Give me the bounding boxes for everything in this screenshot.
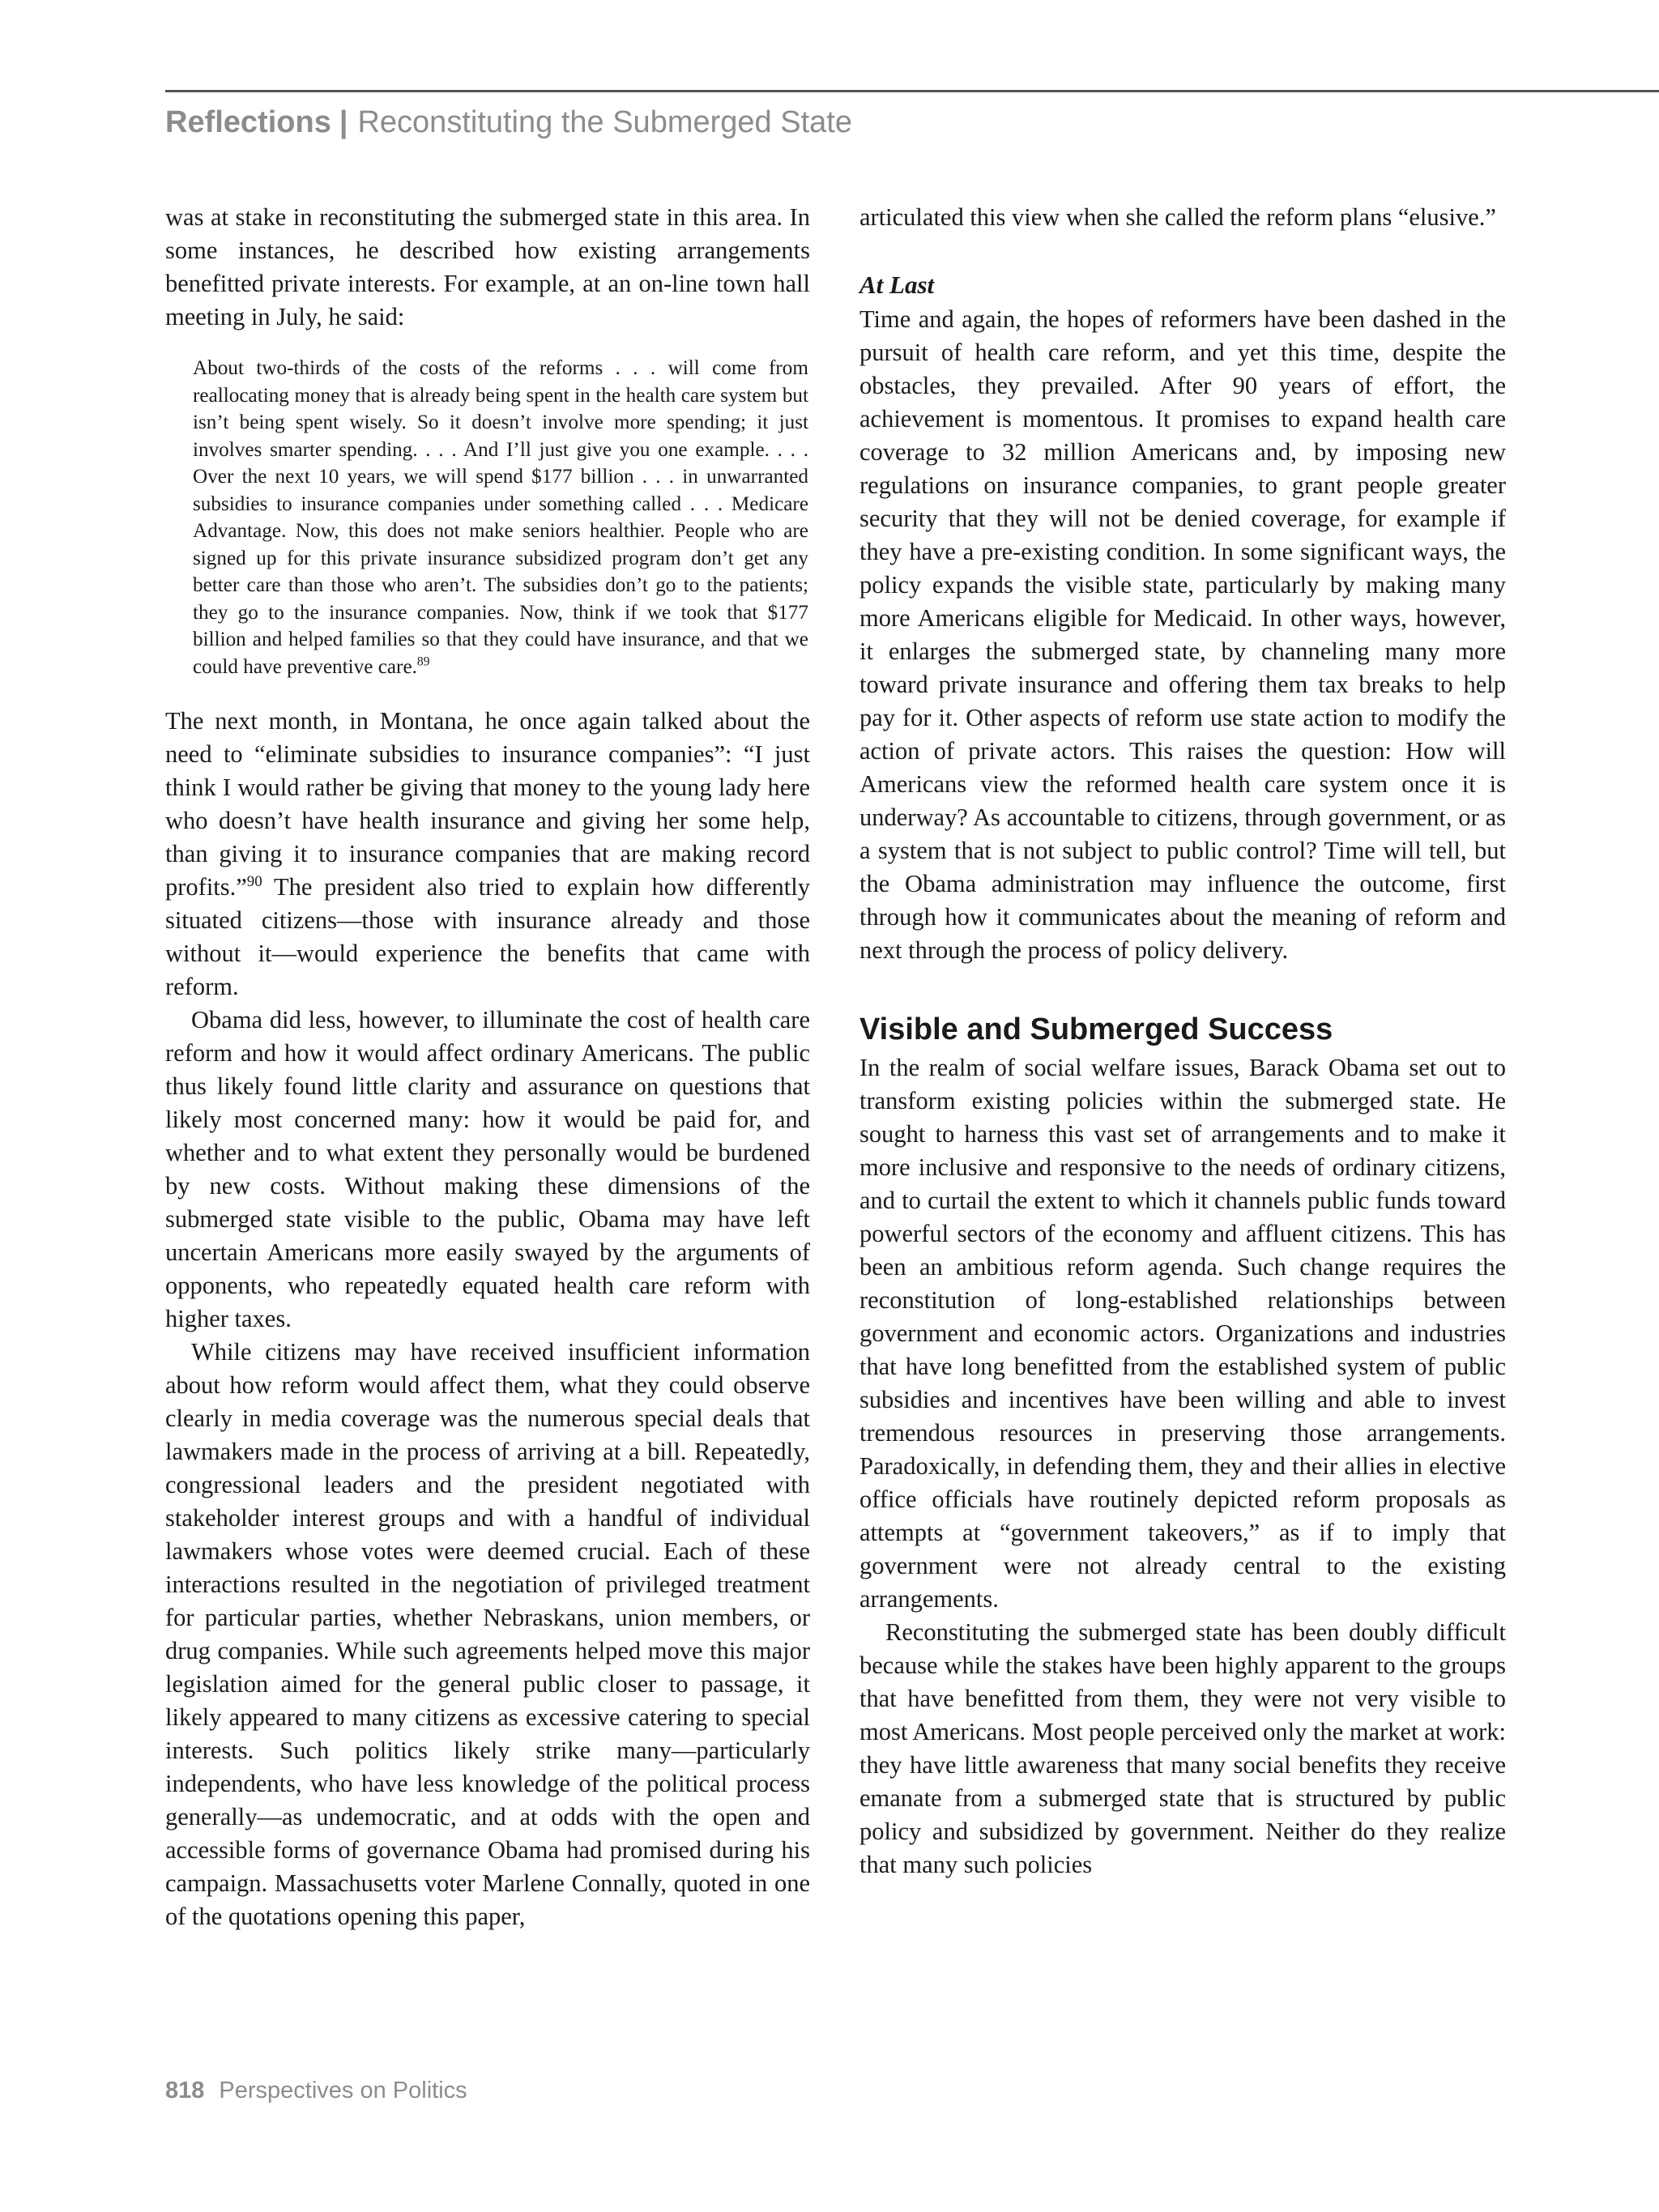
header-separator: | (339, 105, 348, 139)
body-paragraph: In the realm of social welfare issues, Barack Obama set out to transform existing policies within the submerged state. He sought to harness this vast set of arrangements and to make it more inclusive and responsive to the needs of ordinary citizens, and to curtail the extent to which it channels public funds toward powerful sectors of the economy and affluent citizens. This has been an ambitious reform agenda. Such change requires the reconstitution of long-established relationships between government and economic actors. Organizations and industries that have long benefitted from the established system of public subsidies and incentives have been willing and able to invest tremendous resources in preserving those arrangements. Paradoxically, in defending them, they and their allies in elective office officials have routinely depicted reform proposals as attempts at “government takeovers,” as if to imply that government were not already central to the existing arrangements. (859, 1054, 1506, 1613)
journal-name: Perspectives on Politics (219, 2078, 467, 2103)
header-rule (165, 90, 1659, 92)
footnote-ref-89: 89 (416, 654, 430, 669)
subsection-heading: At Last (859, 271, 935, 299)
section-heading: Visible and Submerged Success (859, 1012, 1333, 1046)
footnote-ref-90: 90 (246, 872, 262, 890)
page-footer (165, 2074, 467, 2107)
body-paragraph: Time and again, the hopes of reformers have been dashed in the pursuit of health care reform, and yet this time, despite the obstacles, they prevailed. After 90 years of effort, the achievement is momentous. It promises to expand health care coverage to 32 million Americans and, by imposing new regulations on insurance companies, to grant people greater security that they will not be denied coverage, for example if they have a pre-existing condition. In some significant ways, the policy expands the visible state, particularly by making many more Americans eligible for Medicaid. In other ways, however, it enlarges the submerged state, by channeling many more toward private insurance and offering them tax breaks to help pay for it. Other aspects of reform use state action to modify the action of private actors. This raises the question: How will Americans view the reformed health care system once it is underway? As accountable to citizens, through government, or as a system that is not subject to public control? Time will tell, but the Obama administration may influence the outcome, first through how it communicates about the meaning of reform and next through the process of policy delivery. (859, 305, 1506, 964)
left-column (165, 201, 810, 1933)
body-paragraph (165, 705, 810, 1004)
running-head (165, 102, 852, 143)
paragraph-text: The next month, in Montana, he once again talked about the need to “eliminate subsidies to insurance companies”: “I just think I would rather be giving that money to the young lady here who doesn’t have health insurance and giving her some help, than giving it to insurance companies that are making record profits.” (165, 707, 810, 901)
body-paragraph: Obama did less, however, to illuminate the cost of health care reform and how it would affect ordinary Americans. The public thus likely found little clarity and assurance on questions that likely most concerned many: how it would be paid for, and whether and to what extent they personally would be burdened by new costs. Without making these dimensions of the submerged state visible to the public, Obama may have left uncertain Americans more easily swayed by the arguments of opponents, who repeatedly equated health care reform with higher taxes. (165, 1006, 810, 1332)
right-column (859, 201, 1506, 1882)
body-paragraph: Reconstituting the submerged state has been doubly difficult because while the stakes have been highly apparent to the groups that have benefitted from them, they were not very visible to most Americans. Most people perceived only the market at work: they have little awareness that many social benefits they receive emanate from a submerged state that is structured by public policy and subsidized by government. Neither do they realize that many such policies (859, 1618, 1506, 1878)
continuation-paragraph: articulated this view when she called the reform plans “elusive.” (859, 203, 1496, 231)
intro-paragraph: was at stake in reconstituting the submerged state in this area. In some instances, he described how existing arrangements benefitted private interests. For example, at an on-line town hall meeting in July, he said: (165, 203, 810, 330)
block-quote (193, 355, 808, 680)
paragraph-text: The president also tried to explain how differently situated citizens—those with insurance already and those without it—would experience the benefits that came with reform. (165, 873, 810, 1000)
block-quote-text: About two-thirds of the costs of the reforms . . . will come from reallocating money that is already being spent in the health care system but isn’t being spent wisely. So it doesn’t involve more spending; it just involves smarter spending. . . . And I’ll just give you one example. . . . Over the next 10 years, we will spend $177 billion . . . in unwarranted subsidies to insurance companies under something called . . . Medicare Advantage. Now, this does not make seniors healthier. People who are signed up for this private insurance subsidized program don’t get any better care than those who aren’t. The subsidies don’t go to the patients; they go to the insurance companies. Now, think if we took that $177 billion and helped families so that they could have insurance, and that we could have preventive care. (193, 357, 808, 678)
article-title: Reconstituting the Submerged State (357, 105, 852, 139)
page-number: 818 (165, 2078, 205, 2103)
section-label: Reflections (165, 105, 331, 139)
body-paragraph: While citizens may have received insufficient information about how reform would affect them, what they could observe clearly in media coverage was the numerous special deals that lawmakers made in the process of arriving at a bill. Repeatedly, congressional leaders and the president negotiated with stakeholder interest groups and with a handful of individual lawmakers whose votes were deemed crucial. Each of these interactions resulted in the negotiation of privileged treatment for particular parties, whether Nebraskans, union members, or drug companies. While such agreements helped move this major legislation aimed for the general public closer to passage, it likely appeared to many citizens as excessive catering to special interests. Such politics likely strike many—particularly independents, who have less knowledge of the political process generally—as undemocratic, and at odds with the open and accessible forms of governance Obama had promised during his campaign. Massachusetts voter Marlene Connally, quoted in one of the quotations opening this paper, (165, 1338, 810, 1930)
